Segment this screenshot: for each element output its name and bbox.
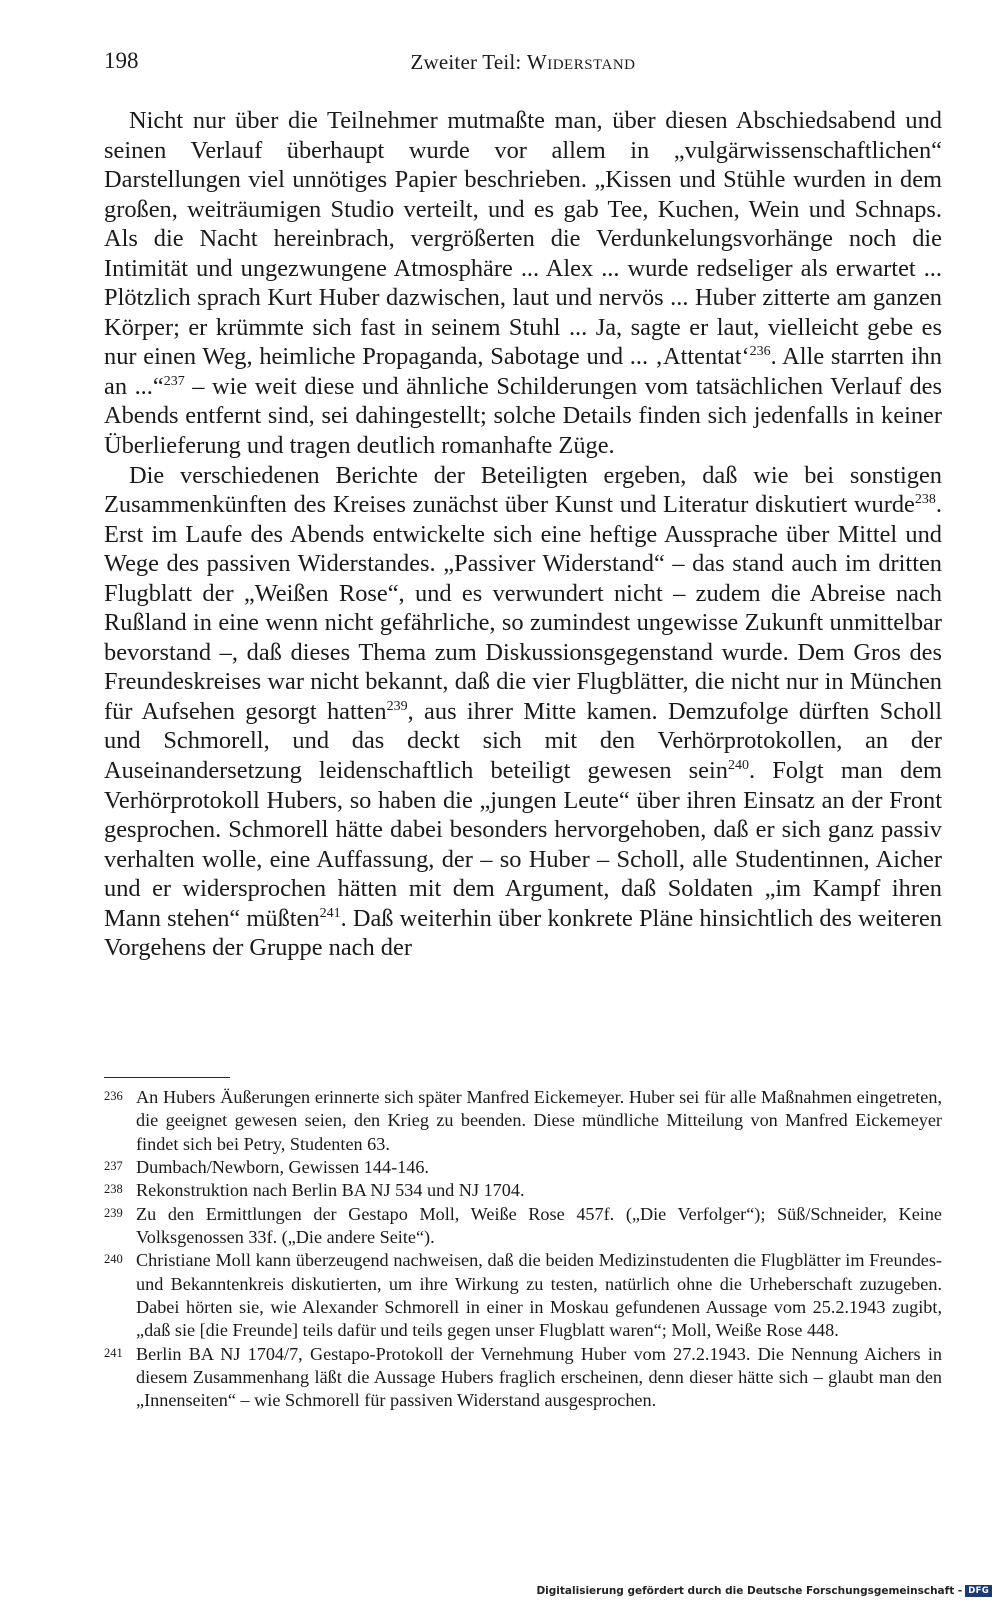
footnote-text: Berlin BA NJ 1704/7, Gestapo-Protokoll der Vernehmung Huber vom 27.2.1943. Die Nennung Aichers in diesem Zusammenhang läßt die Aussage Hubers fraglich erscheinen, denn dieser hätte sich – glaubt man den „Innenseiten“ – wie Schmorell für passiven Widerstand ausgesprochen. bbox=[136, 1343, 942, 1411]
digitization-credit bbox=[536, 1585, 992, 1597]
footnote-text: An Hubers Äußerungen erinnerte sich später Manfred Eickemeyer. Huber sei für alle Maßnahmen eingetreten, die geeignet gewesen seien, den Krieg zu beenden. Diese mündliche Mitteilung von Manfred Eickemeyer findet sich bei Petry, Studenten 63. bbox=[136, 1087, 942, 1154]
text-run: – wie weit diese und ähnliche Schilderungen vom tatsächlichen Verlauf des Abends entfernt sind, sei dahingestellt; solche Details finden sich jedenfalls in keiner Überlieferung und tragen deutlich romanhafte Züge. bbox=[104, 372, 942, 460]
footnote-number: 240 bbox=[104, 1252, 123, 1267]
footnote bbox=[104, 1086, 942, 1156]
footnote-number: 237 bbox=[104, 1159, 123, 1174]
text-run: . Alle starrten ihn an ...“ bbox=[104, 343, 942, 400]
footnote-ref-240: 240 bbox=[727, 758, 749, 774]
footnote-text: Christiane Moll kann überzeugend nachweisen, daß die beiden Medizinstudenten die Flugblätter im Freundes- und Bekanntenkreis diskutierten, um ihre Wirkung zu testen, natürlich ohne die Urheberschaft zuzugeben. Dabei hörten sie, wie Alexander Schmorell in einer in Moskau gefundenen Aussage vom 25.2.1943 zugibt, „daß sie [die Freunde] teils dafür und teils gegen unser Flugblatt waren“; Moll, Weiße Rose 448. bbox=[136, 1250, 942, 1341]
page-number: 198 bbox=[104, 48, 139, 73]
text-run: Die verschiedenen Berichte der Beteiligten ergeben, daß wie bei sonstigen Zusammenkünften des Kreises zunächst über Kunst und Literatur diskutiert wurde bbox=[104, 461, 942, 519]
footnote bbox=[104, 1249, 942, 1342]
footnote-number: 238 bbox=[104, 1182, 123, 1197]
footnote-ref-238: 238 bbox=[914, 492, 936, 508]
text-run: . Daß weiterhin über konkrete Pläne hinsichtlich des weiteren Vorgehens der Gruppe nach der bbox=[104, 904, 942, 962]
footnote bbox=[104, 1203, 942, 1250]
paragraph-2 bbox=[104, 461, 942, 963]
footnote-text: Rekonstruktion nach Berlin BA NJ 534 und NJ 1704. bbox=[136, 1180, 525, 1201]
dfg-logo: DFG bbox=[965, 1585, 992, 1597]
footnote-text: Dumbach/Newborn, Gewissen 144-146. bbox=[136, 1157, 429, 1178]
paragraph-1 bbox=[104, 106, 942, 461]
running-head-section: Widerstand bbox=[526, 50, 636, 74]
main-text bbox=[104, 106, 942, 963]
footnote-number: 236 bbox=[104, 1089, 123, 1103]
text-run: Nicht nur über die Teilnehmer mutmaßte man, über diesen Abschiedsabend und seinen Verlauf überhaupt wurde vor allem in „vulgärwissenschaftlichen“ Darstellungen viel unnötiges Papier beschrieben. „Kissen und Stühle wurden in dem großen, weiträumigen Studio verteilt, und es gab Tee, Kuchen, Wein und Schnaps. Als die Nacht hereinbrach, vergrößerten die Verdunkelungsvorhänge noch die Intimität und ungezwungene Atmosphäre ... Alex ... wurde redseliger als erwartet ... Plötzlich sprach Kurt Huber dazwischen, laut und nervös ... Huber zitterte am ganzen Körper; er krümmte sich fast in seinem Stuhl ... Ja, sagte er laut, vielleicht gebe es nur einen Weg, heimliche Propaganda, Sabotage und ... ‚Attentat‘ bbox=[104, 107, 942, 371]
footnote-ref-239: 239 bbox=[386, 698, 408, 714]
text-run: . Folgt man dem Verhörprotokoll Hubers, so haben die „jungen Leute“ über ihren Einsatz an der Front gesprochen. Schmorell hätte dabei besonders hervorgehoben, daß er sich ganz passiv verhalten wolle, eine Auffassung, der – so Huber – Scholl, alle Studentinnen, Aicher und er widersprochen hätten mit dem Argument, daß Soldaten „im Kampf ihren Mann stehen“ müßten bbox=[104, 757, 942, 932]
footnote-ref-241: 241 bbox=[319, 905, 341, 921]
footnote-text: Zu den Ermittlungen der Gestapo Moll, Weiße Rose 457f. („Die Verfolger“); Süß/Schneider, Keine Volksgenossen 33f. („Die andere Seite“). bbox=[136, 1203, 942, 1248]
footnote bbox=[104, 1179, 942, 1202]
running-head bbox=[104, 50, 942, 75]
footnote bbox=[104, 1156, 942, 1179]
page-header bbox=[104, 48, 942, 82]
footnote-number: 239 bbox=[104, 1205, 123, 1220]
footnote-number: 241 bbox=[104, 1345, 123, 1360]
running-head-part: Zweiter Teil: bbox=[410, 50, 527, 74]
text-run: , aus ihrer Mitte kamen. Demzufolge dürften Scholl und Schmorell, und das deckt sich mit den Verhörprotokollen, an der Auseinandersetzung leidenschaftlich beteiligt gewesen sein bbox=[104, 697, 943, 785]
footnote-ref-236: 236 bbox=[749, 344, 771, 360]
footnote bbox=[104, 1343, 942, 1413]
credit-text: Digitalisierung gefördert durch die Deutsche Forschungsgemeinschaft - bbox=[536, 1585, 963, 1597]
footnotes bbox=[104, 1086, 942, 1413]
footnote-ref-237: 237 bbox=[163, 373, 185, 389]
text-run: . Erst im Laufe des Abends entwickelte sich eine heftige Aussprache über Mittel und Wege des passiven Widerstandes. „Passiver Widerstand“ – das stand auch im dritten Flugblatt der „Weißen Rose“, und es verwundert nicht – zudem die Abreise nach Rußland in eine wenn nicht gefährliche, so zumindest ungewisse Zukunft unmittelbar bevorstand –, daß dieses Thema zum Diskussionsgegenstand wurde. Dem Gros des Freundeskreises war nicht bekannt, daß die vier Flugblätter, die nicht nur in München für Aufsehen gesorgt hatten bbox=[104, 491, 942, 725]
footnote-separator bbox=[104, 1077, 230, 1078]
